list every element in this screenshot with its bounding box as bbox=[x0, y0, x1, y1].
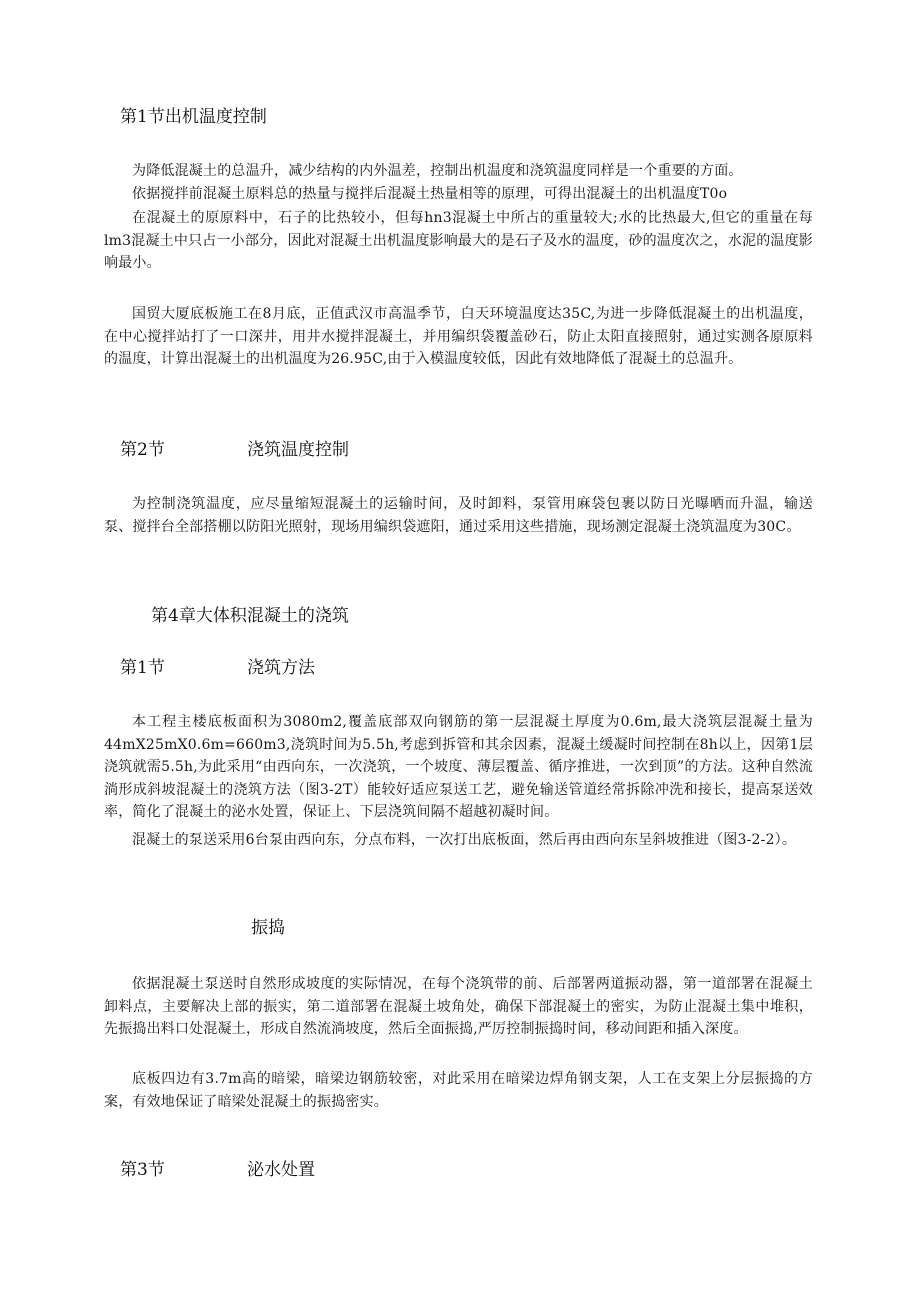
section-title: 浇筑温度控制 bbox=[247, 440, 349, 460]
section-number: 第2节 bbox=[120, 440, 165, 460]
paragraph-6: 本工程主楼底板面积为3080m2,覆盖底部双向钢筋的第一层混凝土厚度为0.6m,最大浇筑层混凝土量为44mX25mX0.6m=660m3,浇筑时间为5.5h,考虑到拆管和其余因素，混凝土缓凝时间控制在8h以上，因第1层浇筑就需5.5h,为此采用“由西向东，一次浇筑，一个坡度、薄层覆盖、循序推进，一次到顶”的方法。这种自然流淌形成斜坡混凝土的浇筑方法（图3-2T）能较好适应泵送工艺，避免输送管道经常拆除冲洗和接长，提高泵送效率，简化了混凝土的泌水处置，保证上、下层浇筑间隔不超越初凝时间。 bbox=[104, 714, 813, 820]
paragraph-7: 混凝土的泵送采用6台泵由西向东，分点布料，一次打出底板面，然后再由西向东呈斜坡推进（图3-2-2）。 bbox=[132, 832, 797, 848]
section-title: 浇筑方法 bbox=[247, 658, 315, 678]
chapter-heading bbox=[151, 605, 349, 627]
paragraph-5: 为控制浇筑温度，应尽量缩短混凝土的运输时间，及时卸料，泵管用麻袋包裹以防日光曝晒而升温，输送泵、搅拌台全部搭棚以防阳光照射，现场用编织袋遮阳，通过采用这些措施，现场测定混凝土浇筑温度为30C。 bbox=[104, 496, 813, 535]
section-title: 出机温度控制 bbox=[164, 107, 267, 127]
section-heading-1 bbox=[120, 106, 267, 128]
paragraph-3: 在混凝土的原原料中，石子的比热较小，但每hn3混凝土中所占的重量较大;水的比热最大,但它的重量在每lm3混凝土中只占一小部分，因此对混凝土出机温度影响最大的是石子及水的温度，砂的温度次之，水泥的温度影响最小。 bbox=[104, 210, 813, 271]
paragraph-4: 国贸大厦底板施工在8月底，正值武汉市高温季节，白天环境温度达35C,为进一步降低混凝土的出机温度，在中心搅拌站打了一口深井，用井水搅拌混凝土，并用编织袋覆盖砂石，防止太阳直接照射，通过实测各原原料的温度，计算出混凝土的出机温度为26.95C,由于入模温度较低，因此有效地降低了混凝土的总温升。 bbox=[104, 306, 813, 367]
section-heading-2 bbox=[120, 439, 349, 461]
section-heading-4 bbox=[120, 1159, 315, 1181]
paragraph-9: 底板四边有3.7m高的暗梁，暗梁边钢筋较密，对此采用在暗梁边焊角钢支架，人工在支架上分层振捣的方案，有效地保证了暗梁处混凝土的振捣密实。 bbox=[104, 1071, 813, 1110]
subsection-title: 振捣 bbox=[251, 918, 285, 938]
paragraph-1: 为降低混凝土的总温升，减少结构的内外温差，控制出机温度和浇筑温度同样是一个重要的方面。 bbox=[132, 163, 743, 179]
subsection-heading-vibration bbox=[251, 917, 285, 939]
section-title: 泌水处置 bbox=[247, 1160, 315, 1180]
section-number: 第1节 bbox=[120, 658, 165, 678]
section-heading-3 bbox=[120, 657, 315, 679]
section-number: 第3节 bbox=[120, 1160, 165, 1180]
paragraph-2: 依据搅拌前混凝土原料总的热量与搅拌后混凝土热量相等的原理，可得出混凝土的出机温度T0o bbox=[132, 186, 728, 202]
paragraph-8: 依据混凝土泵送时自然形成坡度的实际情况，在每个浇筑带的前、后部署两道振动器，第一道部署在混凝土卸料点，主要解决上部的振实，第二道部署在混凝土坡角处，确保下部混凝土的密实，为防止混凝土集中堆积，先振捣出料口处混凝土，形成自然流淌坡度，然后全面振捣,严厉控制振捣时间，移动间距和插入深度。 bbox=[104, 976, 813, 1037]
chapter-title: 第4章大体积混凝土的浇筑 bbox=[151, 606, 349, 626]
section-number: 第1节 bbox=[120, 107, 165, 127]
